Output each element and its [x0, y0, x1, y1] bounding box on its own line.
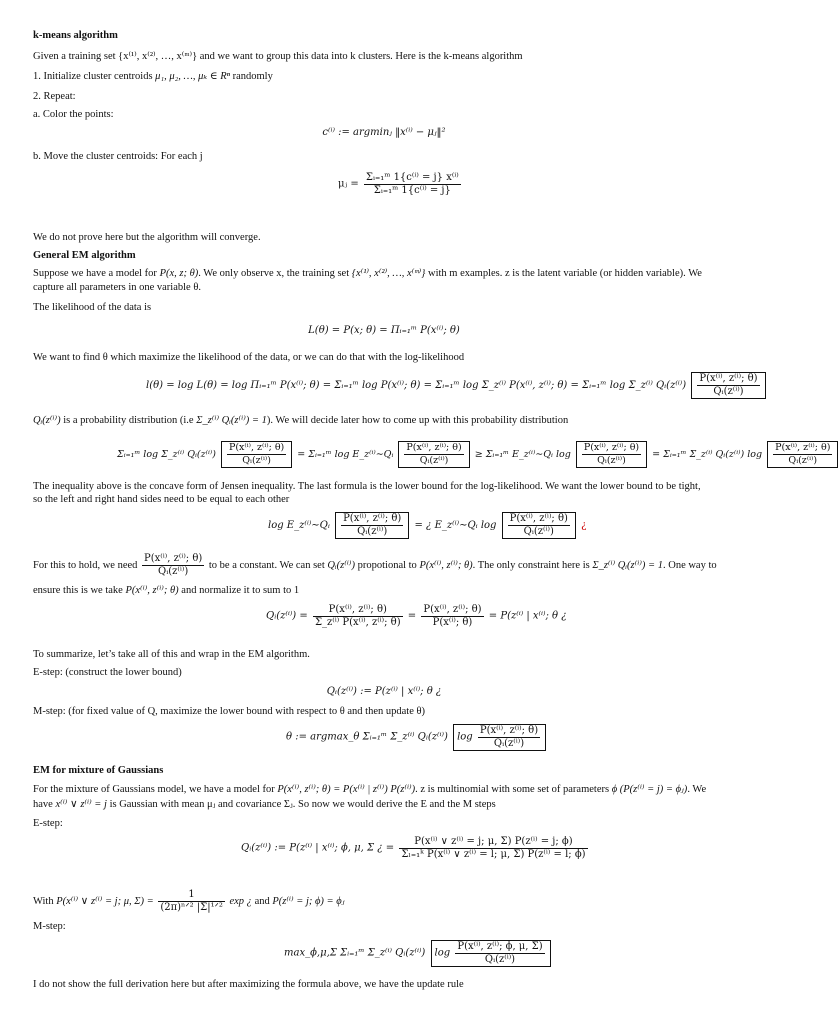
tight-equation [268, 512, 586, 539]
hold-line [33, 553, 717, 578]
model-math: P(x, z; θ) [159, 268, 199, 279]
text: Suppose we have a model for [33, 268, 157, 279]
text: is a probability distribution (i.e [63, 415, 194, 426]
summary-line: To summarize, let’s take all of this and wrap in the EM algorithm. [33, 649, 310, 660]
inequality-line-2: so the left and right hand sides need to be equal to each other [33, 494, 290, 505]
bracket [502, 512, 576, 539]
text: ). We will decide later how to come up with this probability distribution [266, 415, 569, 426]
equation: Qᵢ(z⁽ⁱ⁾) := P(z⁽ⁱ⁾ | x⁽ⁱ⁾; θ ¿ [326, 686, 442, 697]
gmm-heading: EM for mixture of Gaussians [33, 765, 164, 776]
numerator: P(x⁽ⁱ⁾, z⁽ⁱ⁾; θ) [343, 513, 402, 524]
gmm-estep-label: E-step: [33, 818, 63, 829]
q-sum-math: Σ_z⁽ⁱ⁾ Qᵢ(z⁽ⁱ⁾) = 1 [196, 415, 267, 426]
gmm-mstep-equation [284, 940, 553, 967]
numerator: P(x⁽ⁱ⁾, z⁽ⁱ⁾; θ) [699, 373, 758, 384]
fraction [404, 442, 463, 467]
numerator: Σᵢ₌₁ᵐ 1{c⁽ⁱ⁾ = j} x⁽ⁱ⁾ [365, 172, 459, 183]
equation-rhs: = P(z⁽ⁱ⁾ | x⁽ⁱ⁾; θ ¿ [488, 610, 567, 622]
text: . We [687, 784, 707, 795]
numerator: P(x⁽ⁱ⁾, z⁽ⁱ⁾; θ) [509, 513, 568, 524]
bracket [453, 724, 546, 751]
denominator: Qᵢ(z⁽ⁱ⁾) [419, 455, 449, 466]
text: propotional to [357, 560, 417, 571]
q-math: Qᵢ(z⁽ⁱ⁾) [327, 560, 355, 571]
text: with m examples. z is the latent variable (or hidden variable). We [428, 268, 702, 279]
q-math: Qᵢ(z⁽ⁱ⁾) [33, 415, 61, 426]
model-math: P(x⁽ⁱ⁾, z⁽ⁱ⁾; θ) = P(x⁽ⁱ⁾ | z⁽ⁱ⁾) P(z⁽ⁱ⁾) [277, 784, 416, 795]
denominator: (2π)ⁿᐟ² |Σ|¹ᐟ² [160, 902, 223, 913]
text: have [33, 799, 53, 810]
estep-label: E-step: (construct the lower bound) [33, 667, 182, 678]
kmeans-step-b: b. Move the cluster centroids: For each j [33, 151, 203, 162]
equation: L(θ) = P(x; θ) = Πᵢ₌₁ᵐ P(x⁽ⁱ⁾; θ) [308, 325, 460, 336]
fraction [399, 836, 587, 861]
mstep-label: M-step: (for fixed value of Q, maximize the lower bound with respect to θ and then update θ) [33, 706, 426, 717]
bracket [335, 512, 409, 539]
bracket [221, 441, 292, 468]
loglik-line: We want to find θ which maximize the likelihood of the data, or we can do that with the log-likelihood [33, 352, 465, 363]
em-heading: General EM algorithm [33, 250, 136, 261]
numerator: P(x⁽ⁱ⁾, z⁽ⁱ⁾; θ) [423, 604, 482, 615]
mstep-equation [286, 724, 548, 751]
gmm-with-line [33, 889, 344, 914]
gaussian-math: P(x⁽ⁱ⁾ ∨ z⁽ⁱ⁾ = j; μ, Σ) = [56, 896, 154, 907]
numerator: 1 [158, 889, 225, 902]
text: and [254, 896, 270, 907]
equation-part: Σᵢ₌₁ᵐ log Σ_z⁽ⁱ⁾ Qᵢ(z⁽ⁱ⁾) [117, 449, 216, 460]
denominator: Qᵢ(z⁽ⁱ⁾) [242, 455, 271, 466]
q-distribution-line [33, 414, 568, 427]
fraction [455, 941, 544, 966]
denominator: Qᵢ(z⁽ⁱ⁾) [788, 455, 818, 466]
gmm-mstep-label: M-step: [33, 921, 66, 932]
numerator: P(x⁽ⁱ⁾, z⁽ⁱ⁾; θ) [775, 442, 831, 453]
log: log [434, 947, 451, 959]
bracket [431, 940, 551, 967]
denominator: Qᵢ(z⁽ⁱ⁾) [357, 526, 388, 537]
bracket [767, 441, 838, 468]
log: log [457, 731, 473, 743]
fraction [341, 513, 403, 538]
denominator: Qᵢ(z⁽ⁱ⁾) [523, 526, 554, 537]
denominator: Qᵢ(z⁽ⁱ⁾) [493, 738, 525, 749]
likelihood-line: The likelihood of the data is [33, 302, 152, 313]
centroids-math: μ₁, μ₂, …, μₖ ∈ Rⁿ [155, 71, 230, 82]
equation-part: log E_z⁽ⁱ⁾∼Qᵢ [268, 520, 330, 531]
text: Given a training set [33, 51, 116, 62]
normalize-equation: Qᵢ(z⁽ⁱ⁾) = $\frac{\text{P(x⁽ⁱ⁾, z⁽ⁱ⁾; θ)}}{\text{Σ\_z⁽ⁱ⁾ P(x⁽ⁱ⁾, z⁽ⁱ⁾; θ)}}$ = $\frac{\text{P(x⁽ⁱ⁾, z⁽ⁱ⁾; θ)}}{\text{P(x⁽ⁱ⁾; θ)}}$ = P(z⁽ⁱ⁾ | x⁽ⁱ⁾; θ ¿ [266, 604, 567, 628]
fraction [478, 725, 540, 750]
numerator: P(x⁽ⁱ⁾, z⁽ⁱ⁾; θ) [583, 442, 640, 453]
glyph: ¿ [581, 520, 587, 531]
fraction [158, 889, 225, 914]
text: randomly [232, 71, 273, 82]
kmeans-heading: k-means algorithm [33, 30, 118, 41]
p-math: P(x⁽ⁱ⁾, z⁽ⁱ⁾; θ) [125, 585, 179, 596]
estep-equation [0, 686, 768, 698]
numerator: P(x⁽ⁱ⁾, z⁽ⁱ⁾; θ) [313, 604, 403, 617]
p-math: P(x⁽ⁱ⁾, z⁽ⁱ⁾; θ) [419, 560, 473, 571]
fraction [142, 553, 204, 578]
em-paragraph-1 [33, 267, 702, 280]
numerator: P(x⁽ⁱ⁾, z⁽ⁱ⁾; θ) [228, 442, 285, 453]
prior-math: P(z⁽ⁱ⁾ = j; ϕ) = ϕⱼ [272, 896, 345, 907]
text: and we want to group this data into k clusters. Here is the k-means algorithm [199, 51, 523, 62]
gmm-paragraph-1b [33, 798, 496, 811]
equation-part: = ¿ E_z⁽ⁱ⁾∼Qᵢ log [414, 520, 497, 531]
training-set-math: {x⁽¹⁾, x⁽²⁾, …, x⁽ᵐ⁾} [351, 268, 426, 279]
equation-lhs: μⱼ = [338, 178, 359, 190]
bracket [576, 441, 647, 468]
equation-part: θ := argmax_θ Σᵢ₌₁ᵐ Σ_z⁽ⁱ⁾ Qᵢ(z⁽ⁱ⁾) [286, 731, 448, 743]
numerator: P(x⁽ⁱ⁾ ∨ z⁽ⁱ⁾ = j; μ, Σ) P(z⁽ⁱ⁾ = j; ϕ) [399, 836, 587, 849]
numerator: P(x⁽ⁱ⁾, z⁽ⁱ⁾; θ) [406, 442, 462, 453]
gmm-final-line: I do not show the full derivation here but after maximizing the formula above, we have the update rule [33, 979, 464, 990]
jensen-equation [117, 441, 840, 468]
kmeans-step-a: a. Color the points: [33, 109, 114, 120]
kmeans-step1 [33, 70, 273, 83]
equation-part: ≥ Σᵢ₌₁ᵐ E_z⁽ⁱ⁾∼Qᵢ log [474, 449, 571, 460]
numerator: P(x⁽ⁱ⁾, z⁽ⁱ⁾; θ) [144, 553, 203, 564]
conditional-math: x⁽ⁱ⁾ ∨ z⁽ⁱ⁾ = j [55, 799, 107, 810]
loglik-equation [146, 372, 768, 399]
gmm-paragraph-1 [33, 783, 706, 796]
gmm-estep-equation [241, 836, 590, 861]
equation-lhs: Qᵢ(z⁽ⁱ⁾) := P(z⁽ⁱ⁾ | x⁽ⁱ⁾; ϕ, μ, Σ ¿ = [241, 842, 395, 854]
fraction [227, 442, 286, 467]
fraction [364, 172, 461, 197]
text: and normalize it to sum to 1 [181, 585, 300, 596]
assign-equation [0, 127, 768, 139]
denominator: Qᵢ(z⁽ⁱ⁾) [484, 954, 516, 965]
text: . One way to [662, 560, 717, 571]
bracket [398, 441, 469, 468]
ensure-line [33, 584, 299, 597]
fraction [508, 513, 570, 538]
fraction [313, 604, 403, 629]
text: 1. Initialize cluster centroids [33, 71, 153, 82]
numerator: P(x⁽ⁱ⁾, z⁽ⁱ⁾; θ) [479, 725, 539, 736]
equation: c⁽ⁱ⁾ := argminⱼ ‖x⁽ⁱ⁾ − μⱼ‖² [322, 127, 446, 138]
text: . We only observe x, the training set [198, 268, 350, 279]
denominator: Qᵢ(z⁽ⁱ⁾) [158, 566, 189, 577]
text: is Gaussian with mean μⱼ and covariance Σⱼ. So now we would derive the E and the M steps [109, 799, 496, 810]
denominator: Σₗ₌₁ᵏ P(x⁽ⁱ⁾ ∨ z⁽ⁱ⁾ = l; μ, Σ) P(z⁽ⁱ⁾ = l; ϕ) [401, 849, 586, 860]
likelihood-equation [0, 325, 768, 337]
phi-math: ϕ (P(z⁽ⁱ⁾ = j) = ϕⱼ) [611, 784, 688, 795]
training-set-math: {x⁽¹⁾, x⁽²⁾, …, x⁽ᵐ⁾} [118, 51, 198, 62]
equation-part: = Σᵢ₌₁ᵐ Σ_z⁽ⁱ⁾ Qᵢ(z⁽ⁱ⁾) log [652, 449, 763, 460]
denominator: Qᵢ(z⁽ⁱ⁾) [713, 386, 744, 397]
fraction [773, 442, 832, 467]
equation-part: max_ϕ,μ,Σ Σᵢ₌₁ᵐ Σ_z⁽ⁱ⁾ Qᵢ(z⁽ⁱ⁾) [284, 947, 426, 959]
equation: l(θ) = log L(θ) = log Πᵢ₌₁ᵐ P(x⁽ⁱ⁾; θ) = Σᵢ₌₁ᵐ log P(x⁽ⁱ⁾; θ) = Σᵢ₌₁ᵐ log Σ_z⁽ⁱ⁾ P(x⁽ⁱ⁾, z⁽ⁱ⁾; θ) = Σᵢ₌₁ᵐ log Σ_z⁽ⁱ⁾ Qᵢ(z⁽ⁱ⁾) [146, 380, 687, 391]
text: . z is multinomial with some set of parameters [415, 784, 610, 795]
equation-lhs: Qᵢ(z⁽ⁱ⁾) = [266, 610, 308, 622]
em-paragraph-1b: capture all parameters in one variable θ. [33, 282, 201, 293]
centroid-equation [338, 172, 463, 197]
denominator: Σ_z⁽ⁱ⁾ P(x⁽ⁱ⁾, z⁽ⁱ⁾; θ) [314, 617, 401, 628]
denominator: P(x⁽ⁱ⁾; θ) [432, 617, 473, 628]
inequality-line-1: The inequality above is the concave form of Jensen inequality. The last formula is the lower bound for the log-likelihood. We want the lower bound to be tight, [33, 481, 701, 492]
equation-part: = Σᵢ₌₁ᵐ log E_z⁽ⁱ⁾∼Qᵢ [297, 449, 394, 460]
text: . The only constraint here is [472, 560, 590, 571]
kmeans-intro [33, 50, 523, 63]
kmeans-step2: 2. Repeat: [33, 91, 76, 102]
text: For this to hold, we need [33, 560, 138, 571]
bracket [691, 372, 765, 399]
text: For the mixture of Gaussians model, we have a model for [33, 784, 275, 795]
constraint-math: Σ_z⁽ⁱ⁾ Qᵢ(z⁽ⁱ⁾) = 1 [592, 560, 663, 571]
fraction [582, 442, 641, 467]
text: ensure this is we take [33, 585, 123, 596]
fraction [421, 604, 483, 629]
kmeans-converge: We do not prove here but the algorithm will converge. [33, 232, 261, 243]
text: With [33, 896, 54, 907]
fraction [697, 373, 759, 398]
denominator: Σᵢ₌₁ᵐ 1{c⁽ⁱ⁾ = j} [373, 185, 451, 196]
denominator: Qᵢ(z⁽ⁱ⁾) [597, 455, 626, 466]
numerator: P(x⁽ⁱ⁾, z⁽ⁱ⁾; ϕ, μ, Σ) [457, 941, 543, 952]
text: to be a constant. We can set [208, 560, 325, 571]
exp-math: exp ¿ [229, 896, 252, 907]
